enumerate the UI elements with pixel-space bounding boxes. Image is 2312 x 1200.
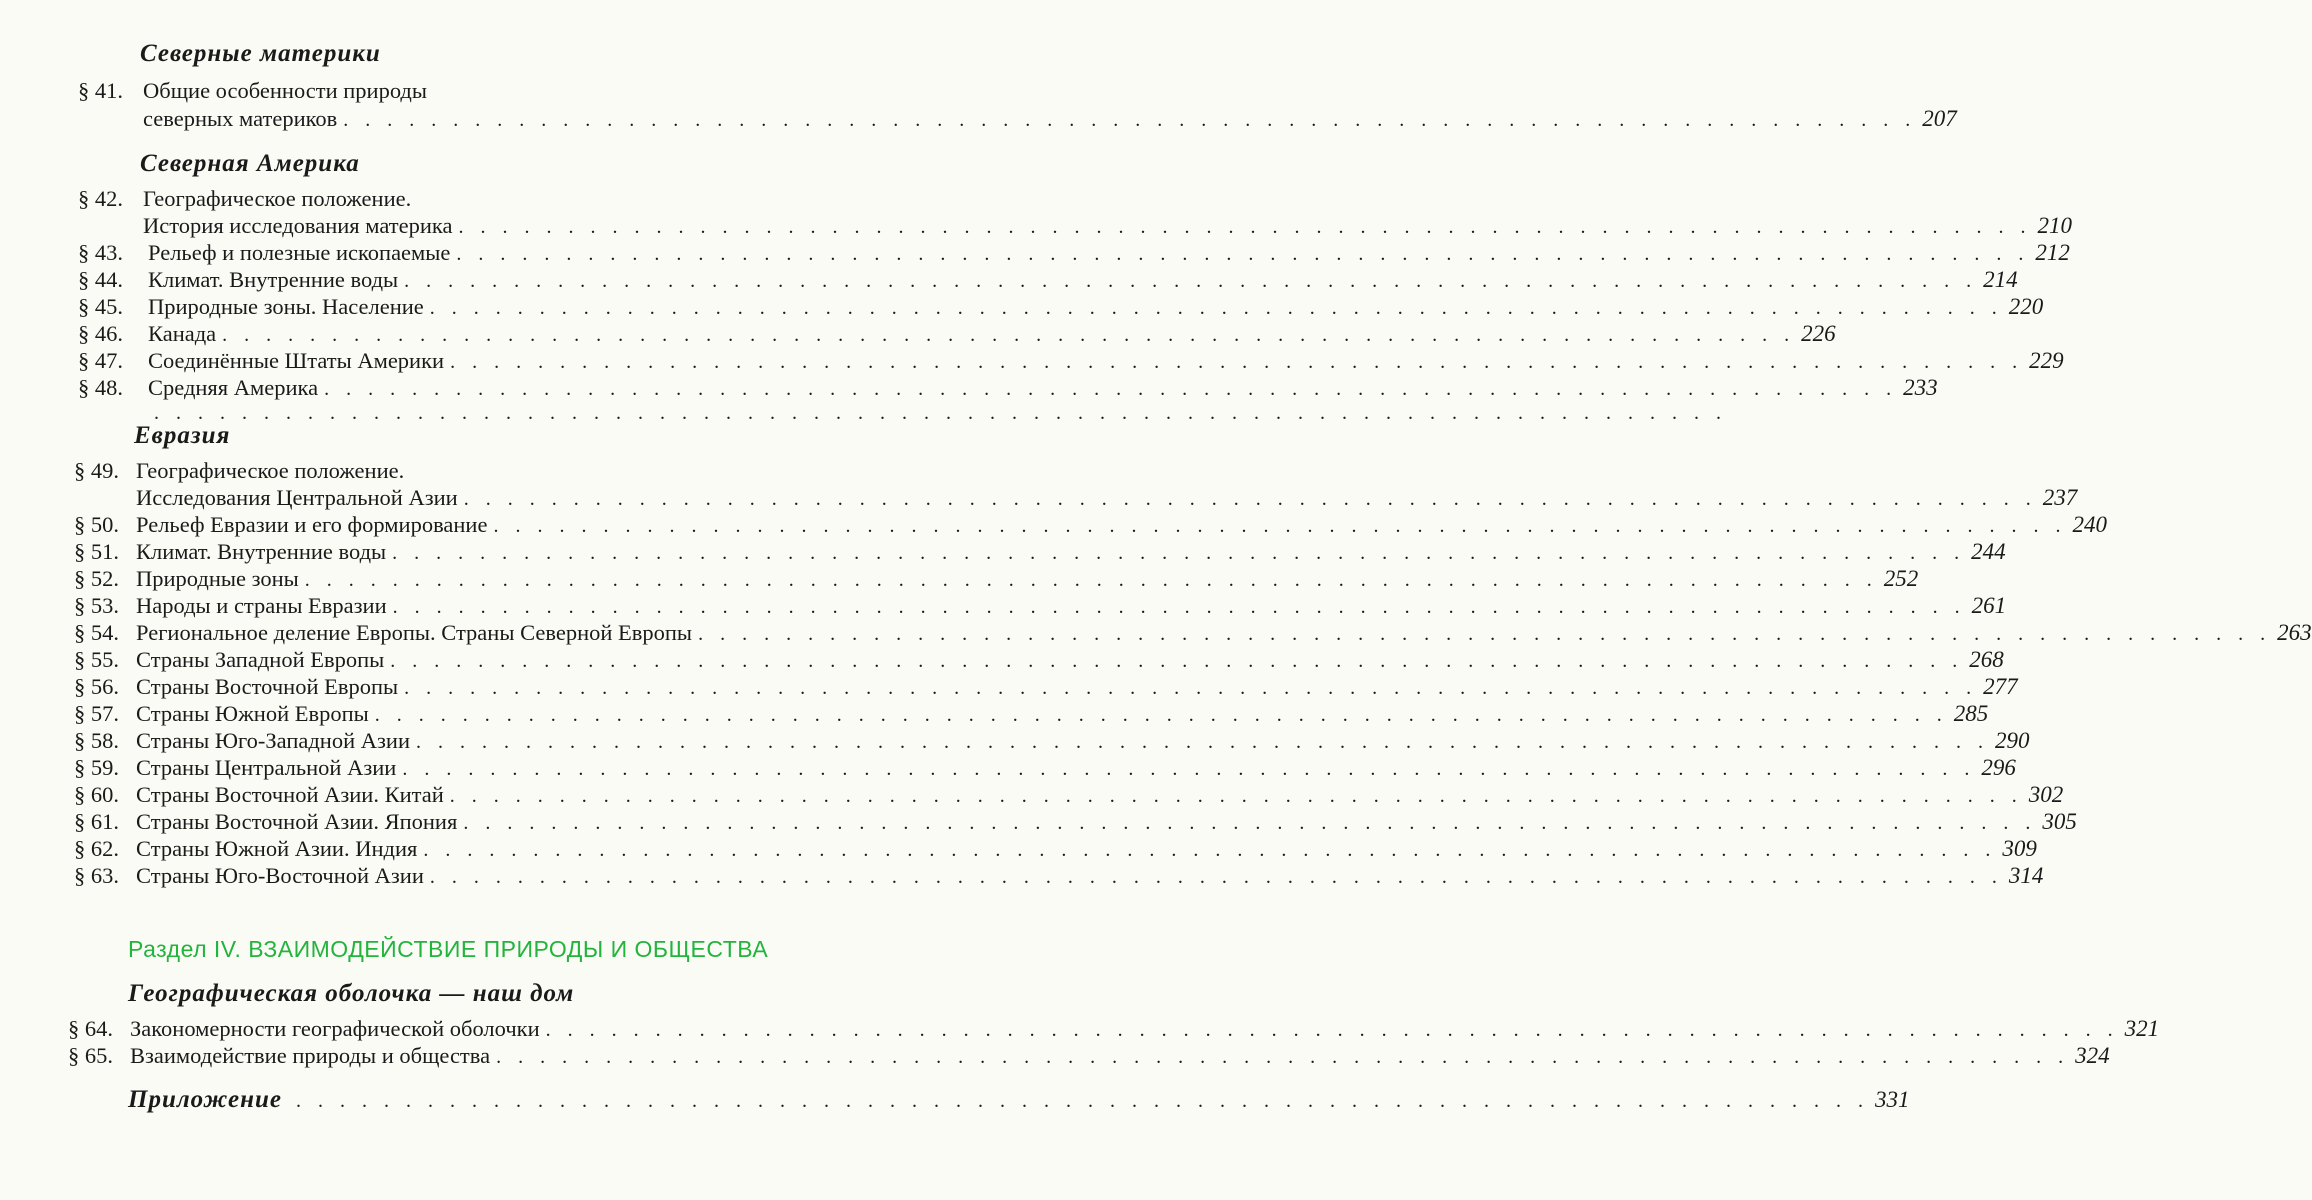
toc-entry[interactable] bbox=[78, 321, 1836, 349]
page-number: 261 bbox=[1971, 593, 2007, 618]
dot-leader: . . . . . . . . . . . . . . . . . . . . . . . . . . . . . . . . . . . . . . . . . . . . . . . . . . . . . . . . . . . . . . . . . . . . . . . . bbox=[343, 109, 1917, 131]
dot-leader: . . . . . . . . . . . . . . . . . . . . . . . . . . . . . . . . . . . . . . . . . . . . . . . . . . . . . . . . . . . . . . . . . . . . . . . . bbox=[296, 1090, 1870, 1112]
page-number: 324 bbox=[2075, 1043, 2110, 1068]
toc-entry[interactable] bbox=[78, 375, 1938, 403]
entry-number: § 47. bbox=[78, 348, 123, 373]
entry-number: § 45. bbox=[78, 294, 123, 319]
dot-leader: . . . . . . . . . . . . . . . . . . . . . . . . . . . . . . . . . . . . . . . . . . . . . . . . . . . . . . . . . . . . . . . . . . . . . . . . bbox=[374, 704, 1948, 726]
entry-title-line: Народы и страны Евразии bbox=[136, 593, 387, 618]
toc-entry[interactable] bbox=[68, 1043, 2110, 1071]
section-subtitle: Географическая оболочка — наш дом bbox=[128, 980, 575, 1007]
entry-title-line: Страны Восточной Европы bbox=[136, 674, 399, 699]
toc-entry[interactable] bbox=[78, 348, 2064, 376]
entry-title-line: Канада bbox=[148, 321, 217, 346]
dot-leader: . . . . . . . . . . . . . . . . . . . . . . . . . . . . . . . . . . . . . . . . . . . . . . . . . . . . . . . . . . . . . . . . . . . . . . . . bbox=[456, 243, 2030, 265]
dot-leader: . . . . . . . . . . . . . . . . . . . . . . . . . . . . . . . . . . . . . . . . . . . . . . . . . . . . . . . . . . . . . . . . . . . . . . . . bbox=[423, 839, 1997, 861]
dot-leader: . . . . . . . . . . . . . . . . . . . . . . . . . . . . . . . . . . . . . . . . . . . . . . . . . . . . . . . . . . . . . . . . . . . . . . . . bbox=[698, 623, 2272, 645]
dot-leader: . . . . . . . . . . . . . . . . . . . . . . . . . . . . . . . . . . . . . . . . . . . . . . . . . . . . . . . . . . . . . . . . . . . . . . . . bbox=[222, 324, 1796, 346]
entry-title-line: Природные зоны bbox=[136, 566, 299, 591]
appendix-entry[interactable] bbox=[128, 1086, 1910, 1120]
page-number: 277 bbox=[1983, 674, 2018, 699]
toc-entry[interactable] bbox=[74, 512, 2107, 540]
dot-leader: . . . . . . . . . . . . . . . . . . . . . . . . . . . . . . . . . . . . . . . . . . . . . . . . . . . . . . . . . . . . . . . . . . . . . . . . bbox=[429, 866, 2003, 888]
entry-number: § 49. bbox=[74, 458, 119, 483]
entry-number: § 55. bbox=[74, 647, 119, 672]
dot-leader: . . . . . . . . . . . . . . . . . . . . . . . . . . . . . . . . . . . . . . . . . . . . . . . . . . . . . . . . . . . . . . . . . . . . . . . . bbox=[392, 596, 1966, 618]
entry-number: § 52. bbox=[74, 566, 119, 591]
page-number: 290 bbox=[1995, 728, 2030, 753]
toc-entry[interactable] bbox=[78, 294, 2044, 322]
entry-title-line: Страны Южной Европы bbox=[136, 701, 369, 726]
page-number: 240 bbox=[2072, 512, 2107, 537]
entry-title-line: Климат. Внутренние воды bbox=[148, 267, 399, 292]
toc-entry[interactable] bbox=[74, 566, 1919, 594]
toc-entry[interactable] bbox=[74, 728, 2030, 756]
toc-entry[interactable] bbox=[74, 863, 2044, 891]
toc-entry[interactable] bbox=[78, 78, 1957, 138]
dot-leader: . . . . . . . . . . . . . . . . . . . . . . . . . . . . . . . . . . . . . . . . . . . . . . . . . . . . . . . . . . . . . . . . . . . . . . . . bbox=[416, 731, 1989, 753]
entry-number: § 56. bbox=[74, 674, 119, 699]
toc-entry[interactable] bbox=[74, 836, 2037, 864]
toc-entry[interactable] bbox=[74, 647, 2004, 675]
entry-title-line: северных материков bbox=[143, 106, 338, 131]
toc-entry[interactable] bbox=[74, 782, 2064, 810]
page-number: 244 bbox=[1971, 539, 2006, 564]
toc-entry[interactable] bbox=[74, 701, 1989, 729]
entry-number: § 53. bbox=[74, 593, 119, 618]
entry-title-line: Рельеф Евразии и его формирование bbox=[136, 512, 488, 537]
entry-number: § 51. bbox=[74, 539, 119, 564]
page-number: 321 bbox=[2124, 1016, 2160, 1041]
dot-leader: . . . . . . . . . . . . . . . . . . . . . . . . . . . . . . . . . . . . . . . . . . . . . . . . . . . . . . . . . . . . . . . . . . . . . . . . bbox=[493, 515, 2067, 537]
entry-number: § 62. bbox=[74, 836, 119, 861]
entry-number: § 63. bbox=[74, 863, 119, 888]
page-number: 296 bbox=[1981, 755, 2016, 780]
toc-entry[interactable] bbox=[74, 809, 2077, 837]
entry-number: § 59. bbox=[74, 755, 119, 780]
entry-title-line: Средняя Америка bbox=[148, 375, 319, 400]
entry-title-line: Страны Центральной Азии bbox=[136, 755, 397, 780]
page-number: 207 bbox=[1922, 106, 1957, 131]
dot-leader: . . . . . . . . . . . . . . . . . . . . . . . . . . . . . . . . . . . . . . . . . . . . . . . . . . . . . . . . . . . . . . . . . . . . . . . . bbox=[390, 650, 1964, 672]
entry-number: § 58. bbox=[74, 728, 119, 753]
entry-title-line: Географическое положение. bbox=[136, 458, 405, 483]
dot-leader: . . . . . . . . . . . . . . . . . . . . . . . . . . . . . . . . . . . . . . . . . . . . . . . . . . . . . . . . . . . . . . . . . . . . . . . . bbox=[404, 677, 1978, 699]
page-number: 309 bbox=[2002, 836, 2037, 861]
entry-title-line: Взаимодействие природы и общества bbox=[130, 1043, 491, 1068]
page-number: 305 bbox=[2042, 809, 2077, 834]
page-number: 214 bbox=[1983, 267, 2018, 292]
entry-title-line: Соединённые Штаты Америки bbox=[148, 348, 445, 373]
dot-leader: . . . . . . . . . . . . . . . . . . . . . . . . . . . . . . . . . . . . . . . . . . . . . . . . . . . . . . . . . . . . . . . . . . . . . . . . bbox=[463, 812, 2037, 834]
entry-title-line: Страны Юго-Западной Азии bbox=[136, 728, 410, 753]
entry-title-line: Географическое положение. bbox=[143, 186, 412, 211]
entry-number: § 65. bbox=[68, 1043, 113, 1068]
entry-title-line: Страны Южной Азии. Индия bbox=[136, 836, 418, 861]
entry-title-line: Природные зоны. Население bbox=[148, 294, 424, 319]
section-title: Раздел IV. ВЗАИМОДЕЙСТВИЕ ПРИРОДЫ И ОБЩЕСТВА bbox=[128, 936, 769, 962]
page-number: 263 bbox=[2277, 620, 2312, 645]
group-title: Северная Америка bbox=[140, 150, 360, 177]
dot-leader: . . . . . . . . . . . . . . . . . . . . . . . . . . . . . . . . . . . . . . . . . . . . . . . . . . . . . . . . . . . . . . . . . . . . . . . . bbox=[392, 542, 1966, 564]
entry-number: § 41. bbox=[78, 78, 123, 103]
page-number: 229 bbox=[2029, 348, 2064, 373]
page-number: 212 bbox=[2035, 240, 2070, 265]
dot-leader: . . . . . . . . . . . . . . . . . . . . . . . . . . . . . . . . . . . . . . . . . . . . . . . . . . . . . . . . . . . . . . . . . . . . . . . . bbox=[458, 216, 2032, 238]
dot-leader: . . . . . . . . . . . . . . . . . . . . . . . . . . . . . . . . . . . . . . . . . . . . . . . . . . . . . . . . . . . . . . . . . . . . . . . . bbox=[324, 378, 1898, 400]
page-number: 220 bbox=[2008, 294, 2044, 319]
toc-entry[interactable] bbox=[74, 458, 2078, 512]
dot-leader: . . . . . . . . . . . . . . . . . . . . . . . . . . . . . . . . . . . . . . . . . . . . . . . . . . . . . . . . . . . . . . . . . . . . . . . . bbox=[304, 569, 1878, 591]
toc-entry[interactable] bbox=[68, 1016, 2160, 1044]
dot-leader: . . . . . . . . . . . . . . . . . . . . . . . . . . . . . . . . . . . . . . . . . . . . . . . . . . . . . . . . . . . . . . . . . . . . . . . . bbox=[404, 270, 1978, 292]
toc-entry[interactable] bbox=[78, 186, 2072, 240]
appendix-title: Приложение bbox=[128, 1086, 283, 1113]
dot-leader: . . . . . . . . . . . . . . . . . . . . . . . . . . . . . . . . . . . . . . . . . . . . . . . . . . . . . . . . . . . . . . . . . . . . . . . . bbox=[463, 488, 2037, 510]
entry-title-line: Страны Восточной Азии. Япония bbox=[136, 809, 458, 834]
entry-title-line: История исследования материка bbox=[143, 213, 453, 238]
page-number: 210 bbox=[2037, 213, 2072, 238]
entry-number: § 48. bbox=[78, 375, 123, 400]
toc-entry[interactable] bbox=[74, 593, 2007, 621]
entry-number: § 43. bbox=[78, 240, 123, 265]
dot-leader: . . . . . . . . . . . . . . . . . . . . . . . . . . . . . . . . . . . . . . . . . . . . . . . . . . . . . . . . . . . . . . . . . . . . . . . . bbox=[496, 1046, 2070, 1068]
entry-number: § 50. bbox=[74, 512, 119, 537]
entry-number: § 54. bbox=[74, 620, 119, 645]
entry-number: § 61. bbox=[74, 809, 119, 834]
toc-entry[interactable] bbox=[74, 539, 2006, 567]
dot-leader: . . . . . . . . . . . . . . . . . . . . . . . . . . . . . . . . . . . . . . . . . . . . . . . . . . . . . . . . . . . . . . . . . . . . . . . . bbox=[429, 297, 2003, 319]
dot-leader: . . . . . . . . . . . . . . . . . . . . . . . . . . . . . . . . . . . . . . . . . . . . . . . . . . . . . . . . . . . . . . . . . . . . . . . . bbox=[450, 351, 2024, 373]
entry-title-line: Общие особенности природы bbox=[143, 78, 427, 103]
entry-title-line: Рельеф и полезные ископаемые bbox=[148, 240, 451, 265]
toc-entry[interactable] bbox=[74, 620, 2312, 648]
page-number: 285 bbox=[1953, 701, 1989, 726]
page-number: 233 bbox=[1903, 375, 1938, 400]
toc-entry[interactable] bbox=[78, 240, 2070, 268]
toc-entry[interactable] bbox=[74, 755, 2016, 783]
dot-leader: . . . . . . . . . . . . . . . . . . . . . . . . . . . . . . . . . . . . . . . . . . . . . . . . . . . . . . . . . . . . . . . . . . . . . . . . bbox=[449, 785, 2023, 807]
entry-number: § 60. bbox=[74, 782, 119, 807]
entry-title-line: Закономерности географической оболочки bbox=[130, 1016, 540, 1041]
entry-title-line: Исследования Центральной Азии bbox=[136, 485, 458, 510]
entry-title-line: Климат. Внутренние воды bbox=[136, 539, 387, 564]
page-number: 268 bbox=[1969, 647, 2004, 672]
page-number: 331 bbox=[1875, 1087, 1910, 1112]
entry-number: § 42. bbox=[78, 186, 123, 211]
dot-leader: . . . . . . . . . . . . . . . . . . . . . . . . . . . . . . . . . . . . . . . . . . . . . . . . . . . . . . . . . . . . . . . . . . . . . . . . bbox=[402, 758, 1976, 780]
group-title: Северные материки bbox=[140, 40, 381, 67]
entry-number: § 57. bbox=[74, 701, 119, 726]
entry-title-line: Страны Западной Европы bbox=[136, 647, 385, 672]
entry-number: § 46. bbox=[78, 321, 123, 346]
entry-number: § 44. bbox=[78, 267, 123, 292]
toc-entry[interactable] bbox=[74, 674, 2018, 702]
page-number: 314 bbox=[2008, 863, 2044, 888]
dot-leader: . . . . . . . . . . . . . . . . . . . . . . . . . . . . . . . . . . . . . . . . . . . . . . . . . . . . . . . . . . . . . . . . . . . . . . . . bbox=[154, 402, 1727, 424]
page-number: 302 bbox=[2028, 782, 2064, 807]
page-number: 226 bbox=[1801, 321, 1836, 346]
page-number: 252 bbox=[1883, 566, 1919, 591]
page-number: 237 bbox=[2042, 485, 2078, 510]
group-title: Евразия bbox=[134, 422, 231, 449]
toc-entry[interactable] bbox=[78, 267, 2018, 295]
entry-title-line: Региональное деление Европы. Страны Северной Европы bbox=[136, 620, 693, 645]
entry-number: § 64. bbox=[68, 1016, 113, 1041]
entry-title-line: Страны Восточной Азии. Китай bbox=[136, 782, 444, 807]
dot-leader: . . . . . . . . . . . . . . . . . . . . . . . . . . . . . . . . . . . . . . . . . . . . . . . . . . . . . . . . . . . . . . . . . . . . . . . . bbox=[545, 1019, 2119, 1041]
entry-title-line: Страны Юго-Восточной Азии bbox=[136, 863, 424, 888]
